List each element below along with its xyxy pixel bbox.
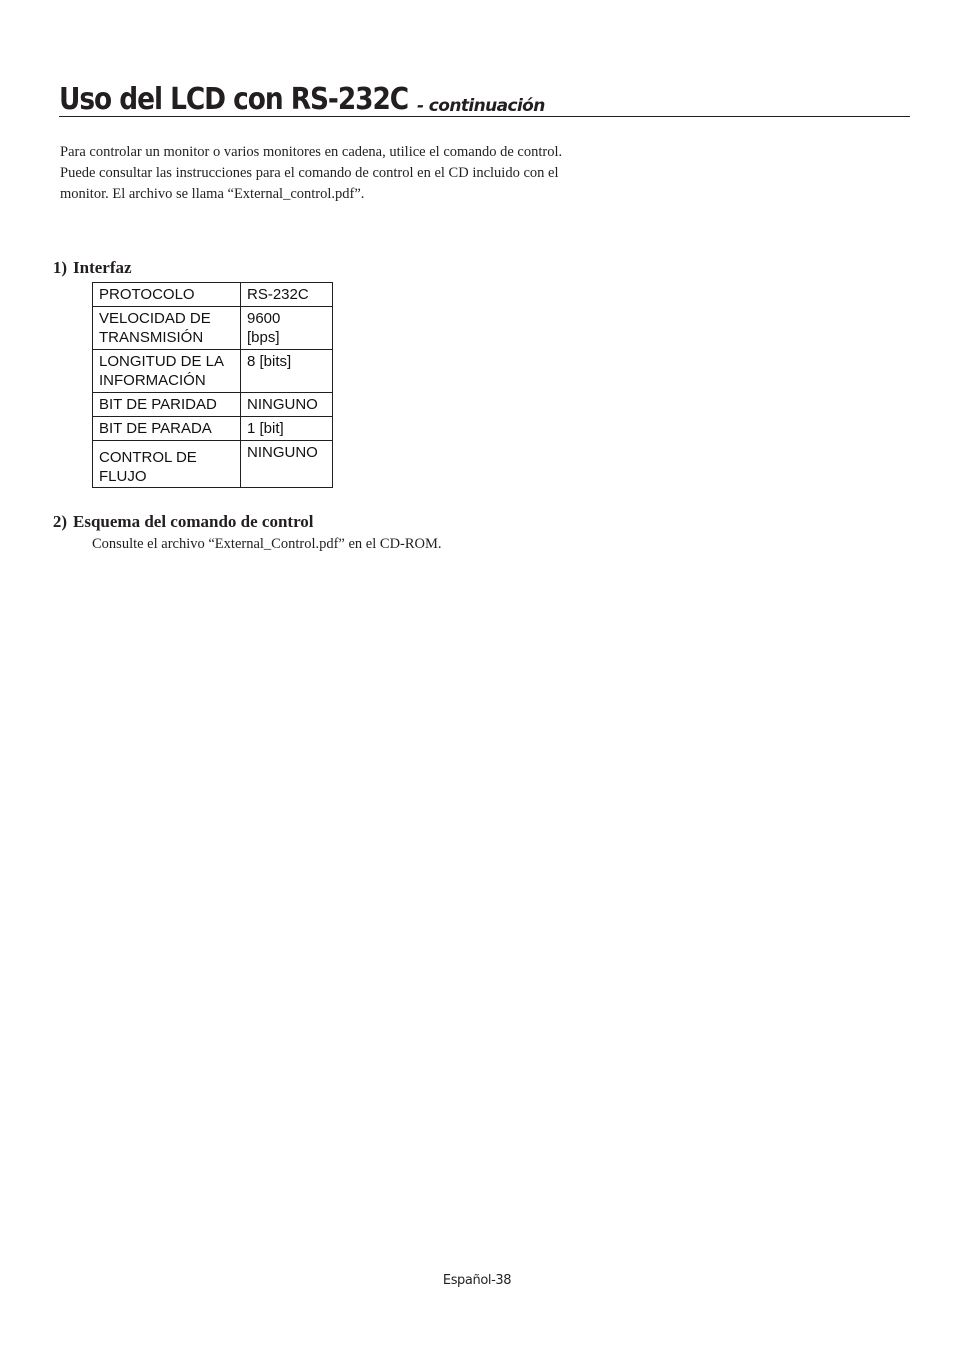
- table-cell-label: [93, 350, 241, 393]
- cell-text: NINGUNO: [247, 444, 318, 461]
- table-cell-value: [241, 417, 333, 441]
- section-heading-interface: [40, 258, 132, 278]
- table-cell-value: [241, 307, 333, 350]
- interface-table: [92, 282, 333, 488]
- cell-text: BIT DE PARADA: [99, 420, 212, 437]
- table-cell-value: [241, 350, 333, 393]
- table-row: [93, 307, 333, 350]
- intro-paragraph: [60, 142, 660, 205]
- cell-text: BIT DE PARIDAD: [99, 396, 217, 413]
- intro-line: Puede consultar las instrucciones para el comando de control en el CD incluido con el: [60, 165, 559, 181]
- table-row: [93, 441, 333, 488]
- cell-text: CONTROL DE: [99, 449, 197, 466]
- cell-text: 9600: [247, 310, 281, 327]
- cell-text: FLUJO: [99, 468, 147, 485]
- page-header: [59, 80, 910, 117]
- section-number: 1): [52, 258, 67, 277]
- table-row: [93, 350, 333, 393]
- cell-text: TRANSMISIÓN: [99, 329, 204, 346]
- table-row: [93, 417, 333, 441]
- cell-text: 8 [bits]: [247, 353, 292, 370]
- cell-text: INFORMACIÓN: [99, 372, 206, 389]
- intro-line: Para controlar un monitor o varios monitores en cadena, utilice el comando de control.: [60, 144, 563, 160]
- table-cell-label: [93, 283, 241, 307]
- intro-line: monitor. El archivo se llama “External_control.pdf”.: [60, 186, 365, 202]
- cell-text: LONGITUD DE LA: [99, 353, 225, 370]
- table-cell-value: [241, 393, 333, 417]
- table-cell-label: [93, 393, 241, 417]
- cell-text: 1 [bit]: [247, 420, 284, 437]
- table-cell-label: [93, 417, 241, 441]
- cell-text: RS-232C: [247, 286, 309, 303]
- table-cell-label: [93, 441, 241, 488]
- section-number: 2): [52, 512, 67, 531]
- page-number: Español-38: [442, 1273, 512, 1288]
- cell-text: NINGUNO: [247, 396, 318, 413]
- section-title: Esquema del comando de control: [73, 512, 314, 531]
- table-row: [93, 283, 333, 307]
- cell-text: [bps]: [247, 329, 280, 346]
- section-note: Consulte el archivo “External_Control.pdf” en el CD-ROM.: [92, 536, 442, 552]
- cell-text: PROTOCOLO: [99, 286, 195, 303]
- page-subtitle: - continuación: [417, 96, 545, 116]
- section-title: Interfaz: [73, 258, 132, 277]
- page-title: Uso del LCD con RS-232C: [59, 82, 409, 117]
- table-row: [93, 393, 333, 417]
- table-cell-value: [241, 441, 333, 488]
- table-cell-label: [93, 307, 241, 350]
- cell-text: VELOCIDAD DE: [99, 310, 211, 327]
- section-heading-control-scheme: [40, 512, 314, 532]
- table-cell-value: [241, 283, 333, 307]
